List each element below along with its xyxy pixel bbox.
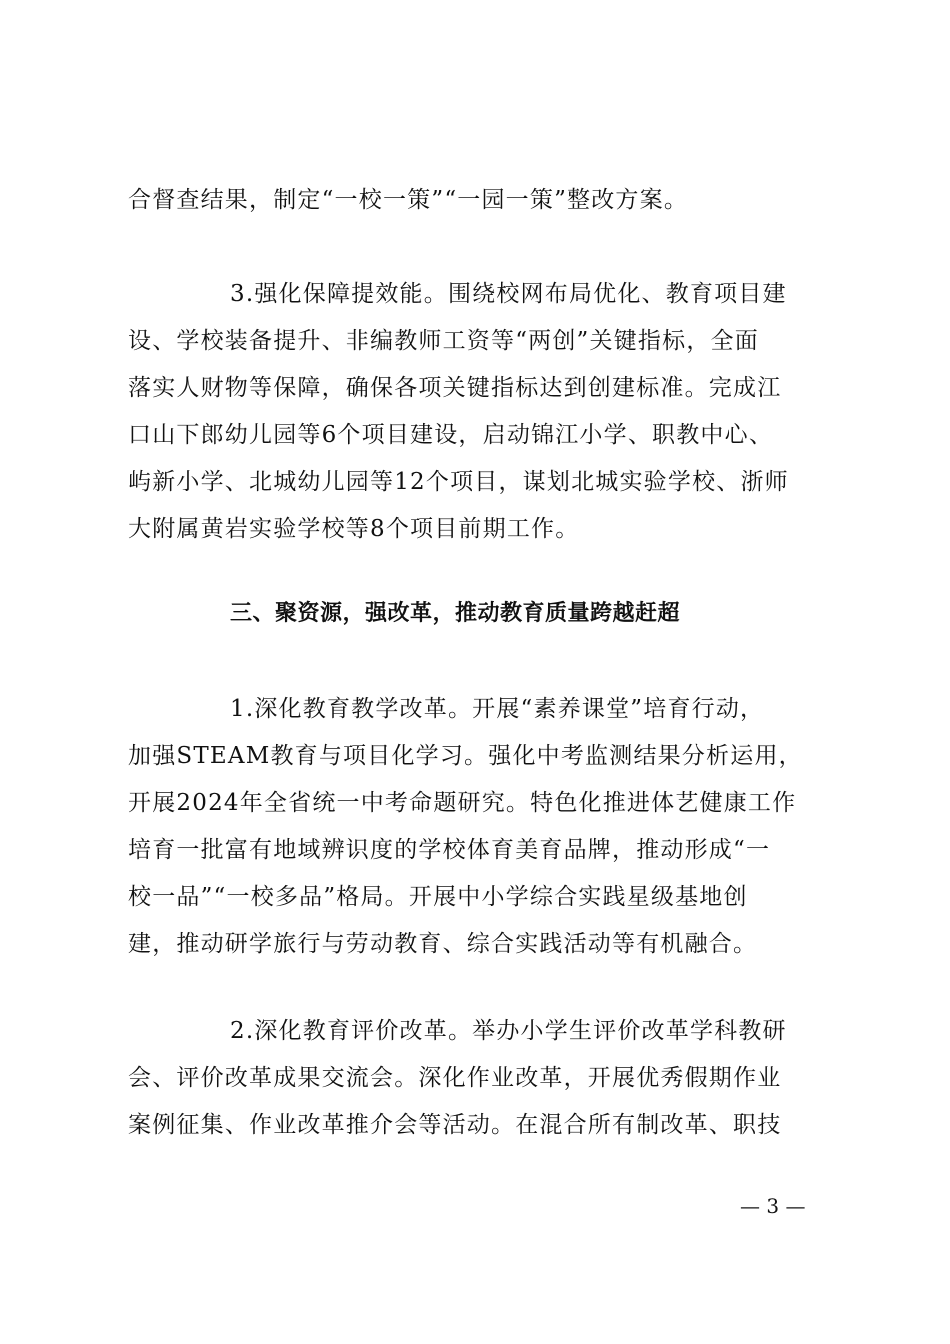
section-heading: 三、聚资源，强改革，推动教育质量跨越赶超 — [230, 601, 681, 626]
paragraph-line: 开展2024年全省统一中考命题研究。特色化推进体艺健康工作 — [128, 790, 797, 816]
paragraph-line: 2.深化教育评价改革。举办小学生评价改革学科教研 — [230, 1018, 787, 1044]
paragraph-line: 3.强化保障提效能。围绕校网布局优化、教育项目建 — [230, 281, 787, 307]
paragraph-line: 屿新小学、北城幼儿园等12个项目，谋划北城实验学校、浙师 — [128, 469, 789, 495]
paragraph-line: 1.深化教育教学改革。开展“素养课堂”培育行动， — [230, 696, 765, 722]
paragraph-line: 培育一批富有地域辨识度的学校体育美育品牌，推动形成“一 — [128, 837, 771, 863]
paragraph-line: 落实人财物等保障，确保各项关键指标达到创建标准。完成江 — [128, 375, 782, 401]
page-number: — 3 — — [740, 1194, 806, 1218]
paragraph-line: 加强STEAM教育与项目化学习。强化中考监测结果分析运用， — [128, 743, 803, 769]
paragraph-line: 大附属黄岩实验学校等8个项目前期工作。 — [128, 516, 580, 542]
paragraph-line: 会、评价改革成果交流会。深化作业改革，开展优秀假期作业 — [128, 1065, 782, 1091]
paragraph-line: 口山下郎幼儿园等6个项目建设，启动锦江小学、职教中心、 — [128, 422, 774, 448]
paragraph-line: 设、学校装备提升、非编教师工资等“两创”关键指标，全面 — [128, 328, 759, 354]
paragraph-line: 案例征集、作业改革推介会等活动。在混合所有制改革、职技 — [128, 1112, 782, 1138]
paragraph-line: 合督查结果，制定“一校一策”“一园一策”整改方案。 — [128, 187, 689, 213]
paragraph-line: 校一品”“一校多品”格局。开展中小学综合实践星级基地创 — [128, 884, 748, 910]
paragraph-line: 建，推动研学旅行与劳动教育、综合实践活动等有机融合。 — [128, 931, 758, 957]
